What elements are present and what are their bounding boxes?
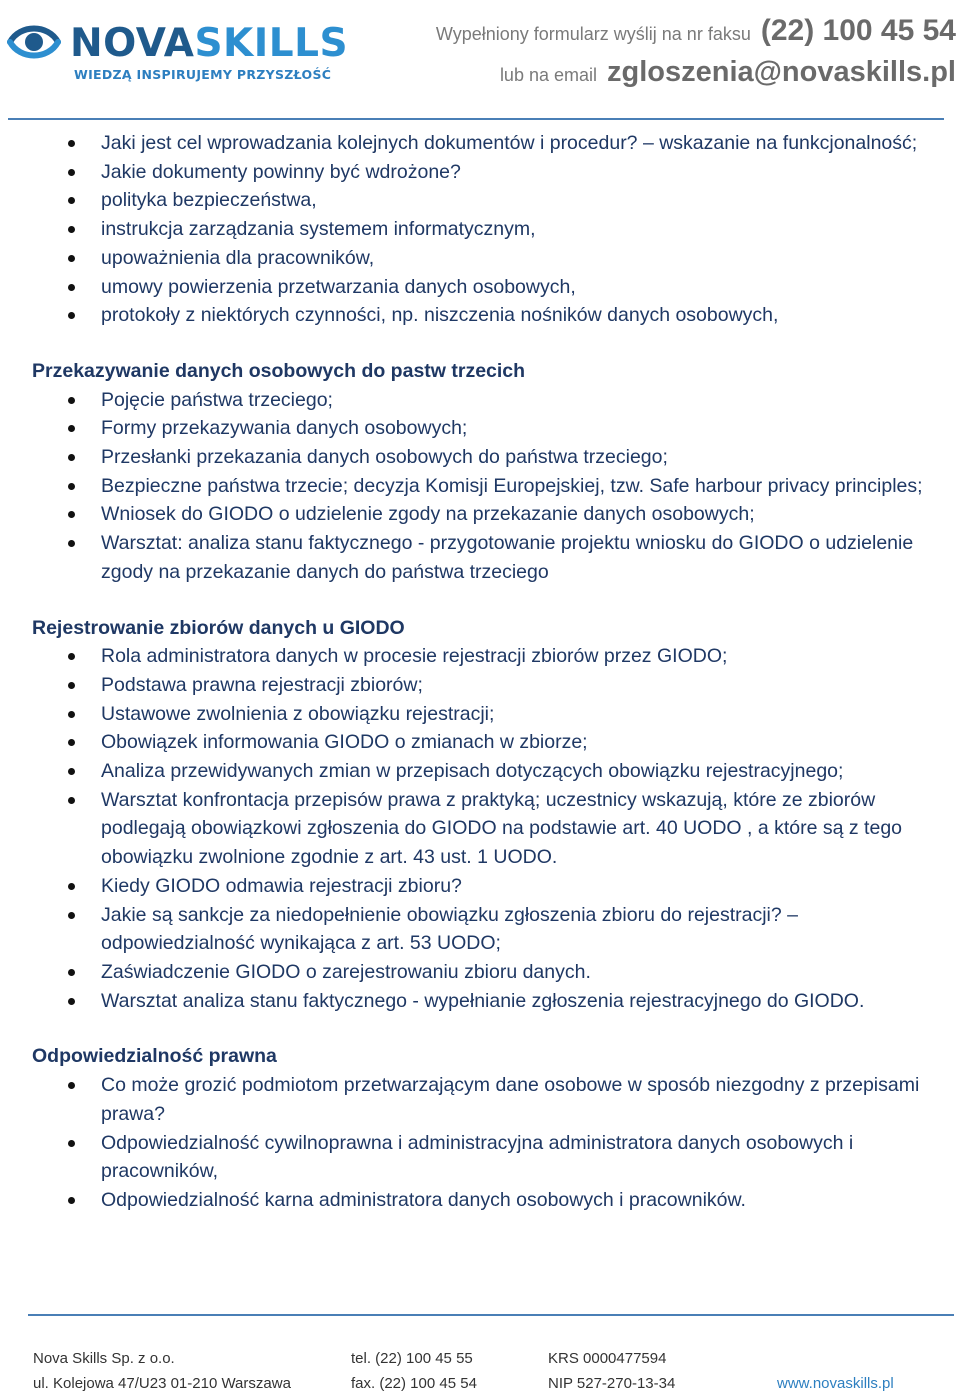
footer-registry-block [548, 1346, 675, 1395]
section-title-registration: Rejestrowanie zbiorów danych u GIODO [32, 616, 405, 639]
intro-list [32, 129, 952, 330]
list-item: Odpowiedzialność karna administratora danych osobowych i pracowników. [32, 1186, 952, 1215]
list-item: Wniosek do GIODO o udzielenie zgody na przekazanie danych osobowych; [32, 500, 952, 529]
list-item: Warsztat analiza stanu faktycznego - wypełnianie zgłoszenia rejestracyjnego do GIODO. [32, 987, 952, 1016]
email-label: lub na email [499, 65, 597, 85]
list-item: upoważnienia dla pracowników, [32, 244, 952, 273]
list-item: Warsztat konfrontacja przepisów prawa z praktyką; uczestnicy wskazują, które ze zbiorów podlegają obowiązkowi zgłoszenia do GIODO na podstawie art. 40 UODO , a które są z tego obowiązku zwolnione zgodnie z art. 43 ust. 1 UODO. [32, 786, 952, 872]
list-item: umowy powierzenia przetwarzania danych osobowych, [32, 273, 952, 302]
footer-company: Nova Skills Sp. z o.o. [33, 1350, 175, 1367]
spacer [32, 330, 952, 357]
section-title-third-countries: Przekazywanie danych osobowych do pastw trzecich [32, 359, 526, 382]
list-item: Obowiązek informowania GIODO o zmianach w zbiorze; [32, 728, 952, 757]
footer-tel: tel. (22) 100 45 55 [351, 1350, 473, 1367]
list-item: Przesłanki przekazania danych osobowych do państwa trzeciego; [32, 443, 952, 472]
list-item: instrukcja zarządzania systemem informatycznym, [32, 215, 952, 244]
list-item: Formy przekazywania danych osobowych; [32, 414, 952, 443]
footer-fax: fax. (22) 100 45 54 [351, 1375, 477, 1392]
fax-number: (22) 100 45 54 [760, 14, 956, 47]
document-body [32, 129, 952, 1215]
list-item: Kiedy GIODO odmawia rejestracji zbioru? [32, 872, 952, 901]
list-item: Pojęcie państwa trzeciego; [32, 386, 952, 415]
list-item: Rola administratora danych w procesie rejestracji zbiorów przez GIODO; [32, 642, 952, 671]
section-title-liability: Odpowiedzialność prawna [32, 1045, 277, 1068]
logo-wordmark [70, 22, 348, 66]
list-item: Zaświadczenie GIODO o zarejestrowaniu zbioru danych. [32, 958, 952, 987]
fax-label: Wypełniony formularz wyślij na nr faksu [435, 24, 751, 44]
logo-word-skills: SKILLS [194, 21, 349, 66]
fax-contact [436, 14, 956, 48]
eye-logo-icon [6, 14, 62, 70]
registration-list [32, 642, 952, 1015]
page-header [0, 0, 960, 122]
logo-tagline: WIEDZĄ INSPIRUJEMY PRZYSZŁOŚĆ [74, 67, 332, 82]
list-item: protokoły z niektórych czynności, np. niszczenia nośników danych osobowych, [32, 301, 952, 330]
list-item: Warsztat: analiza stanu faktycznego - przygotowanie projektu wniosku do GIODO o udzielenie zgody na przekazanie danych do państwa trzeciego [32, 529, 952, 586]
list-item: polityka bezpieczeństwa, [32, 186, 952, 215]
footer-nip: NIP 527-270-13-34 [548, 1375, 676, 1392]
list-item: Podstawa prawna rejestracji zbiorów; [32, 671, 952, 700]
list-item: Bezpieczne państwa trzecie; decyzja Komisji Europejskiej, tzw. Safe harbour privacy principles; [32, 472, 952, 501]
footer-phone-block [351, 1346, 477, 1395]
logo-word-nova: NOVA [70, 21, 195, 66]
spacer [32, 1015, 952, 1042]
list-item: Odpowiedzialność cywilnoprawna i administracyjna administratora danych osobowych i pracowników, [32, 1129, 952, 1186]
footer-company-block [33, 1346, 291, 1395]
list-item: Jakie dokumenty powinny być wdrożone? [32, 158, 952, 187]
email-contact [500, 56, 956, 89]
list-item: Co może grozić podmiotom przetwarzającym dane osobowe w sposób niezgodny z przepisami prawa? [32, 1071, 952, 1128]
liability-list [32, 1071, 952, 1215]
email-link[interactable]: zgloszenia@novaskills.pl [607, 56, 956, 88]
header-divider [8, 118, 944, 120]
list-item: Jakie są sankcje za niedopełnienie obowiązku zgłoszenia zbioru do rejestracji? – odpowiedzialność wynikająca z art. 53 UODO; [32, 901, 952, 958]
list-item: Analiza przewidywanych zmian w przepisach dotyczących obowiązku rejestracyjnego; [32, 757, 952, 786]
footer-divider [28, 1314, 954, 1316]
list-item: Jaki jest cel wprowadzania kolejnych dokumentów i procedur? – wskazanie na funkcjonalność; [32, 129, 952, 158]
spacer [32, 587, 952, 614]
footer-website-link[interactable]: www.novaskills.pl [777, 1375, 894, 1392]
footer-krs: KRS 0000477594 [548, 1350, 667, 1367]
list-item: Ustawowe zwolnienia z obowiązku rejestracji; [32, 700, 952, 729]
third-countries-list [32, 386, 952, 587]
novaskills-logo[interactable] [6, 10, 356, 90]
footer-address: ul. Kolejowa 47/U23 01-210 Warszawa [33, 1375, 291, 1392]
